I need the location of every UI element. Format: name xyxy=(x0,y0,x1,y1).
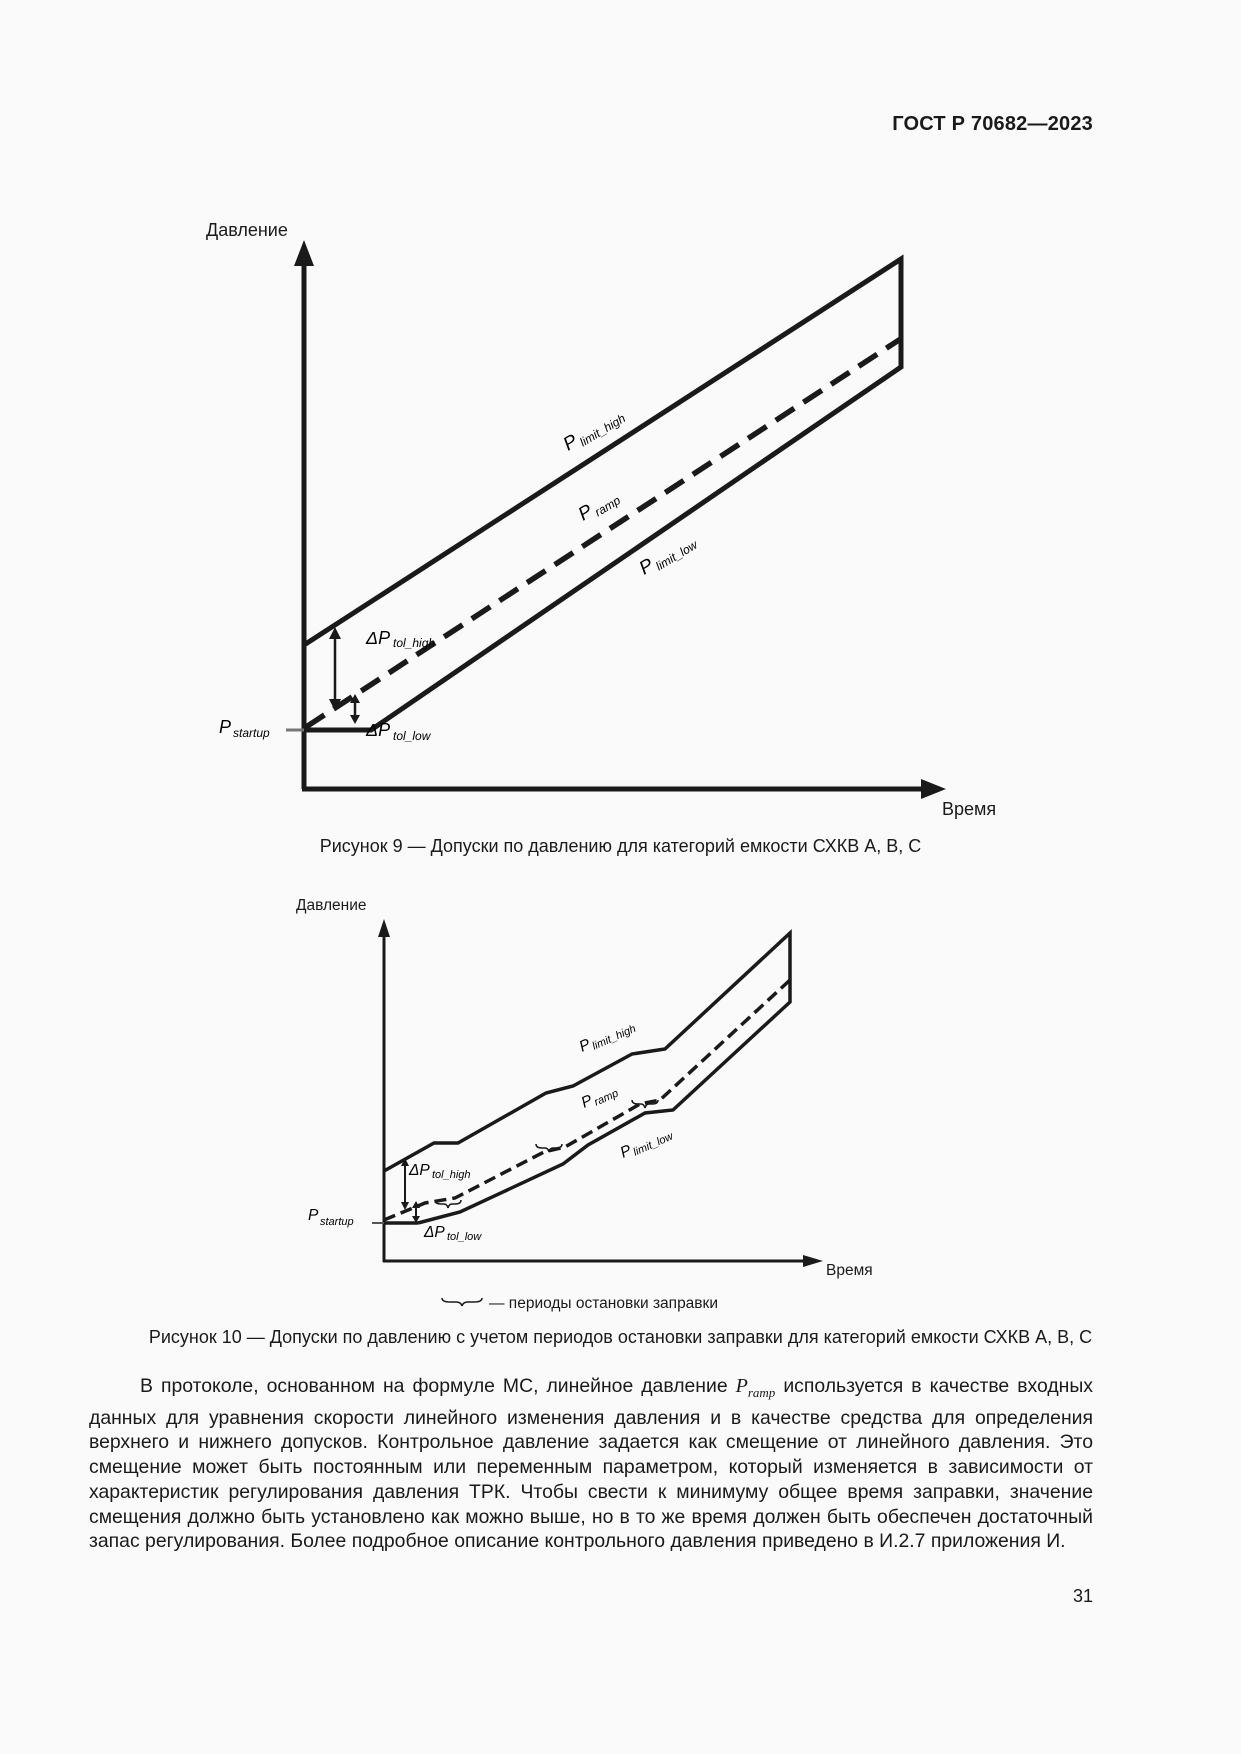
fig10-legend-text: — периоды остановки заправки xyxy=(489,1295,718,1312)
figure-9-caption: Рисунок 9 — Допуски по давлению для категорий емкости СХКВ А, В, С xyxy=(319,836,922,856)
svg-text:ΔP: ΔP xyxy=(366,720,391,740)
fig9-dp-tol-high-label xyxy=(365,628,435,650)
svg-text:limit_high: limit_high xyxy=(590,1022,638,1053)
fig10-pause-braces xyxy=(435,1100,658,1306)
fig10-p-ramp-label xyxy=(579,1081,621,1113)
fig10-p-limit-low-label xyxy=(618,1124,676,1164)
fig10-p-limit-high-label xyxy=(577,1016,638,1057)
fig10-x-axis-label: Время xyxy=(826,1262,873,1279)
fig10-dp-tol-high-label xyxy=(408,1162,471,1181)
svg-text:P: P xyxy=(574,500,597,526)
fig9-p-limit-low-label xyxy=(636,529,701,581)
fig9-x-axis-label: Время xyxy=(942,799,997,819)
fig9-dp-high-arrow xyxy=(329,627,341,711)
svg-text:tol_low: tol_low xyxy=(393,729,431,743)
paragraph-text-1: В протоколе, основанном на формуле МС, линейное давление xyxy=(140,1375,736,1397)
fig10-y-axis-label: Давление xyxy=(296,897,367,914)
svg-text:ΔP: ΔP xyxy=(424,1224,445,1241)
svg-text:tol_high: tol_high xyxy=(432,1169,471,1181)
fig9-limit-high-line xyxy=(304,259,901,730)
paragraph-text-2: используется в качестве входных данных для уравнения скорости линейного изменения давления и в качестве средства для определения верхнего и нижнего допусков. Контрольное давление задается как смещение от линейного давления. Это смещение может быть постоянным или переменным параметром, который изменяется в зависимости от характеристик регулирования давления ТРК. Чтобы свести к минимуму общее время заправки, значение смещения должно быть установлено как можно выше, но в то же время должен быть обеспечен достаточный запас регулирования. Более подробное описание контрольного давления приведено в И.2.7 приложения И. xyxy=(89,1375,1093,1553)
svg-text:limit_low: limit_low xyxy=(653,537,700,574)
fig9-p-ramp-label xyxy=(575,485,623,527)
svg-text:ramp: ramp xyxy=(592,1087,621,1109)
figure-9-tolerance-band xyxy=(304,259,901,730)
svg-text:ΔP: ΔP xyxy=(366,628,391,648)
svg-text:startup: startup xyxy=(320,1216,354,1228)
svg-text:startup: startup xyxy=(233,726,270,740)
fig10-dp-high-arrow xyxy=(401,1158,409,1210)
svg-text:P: P xyxy=(617,1141,635,1162)
svg-text:ΔP: ΔP xyxy=(409,1162,430,1179)
pause-brace xyxy=(536,1144,562,1152)
svg-text:P: P xyxy=(635,554,658,580)
svg-text:P: P xyxy=(308,1207,319,1224)
page-number: 31 xyxy=(1072,1586,1093,1606)
document-header: ГОСТ Р 70682—2023 xyxy=(892,113,1093,135)
svg-text:tol_low: tol_low xyxy=(447,1231,482,1243)
fig9-ramp-line xyxy=(306,338,902,727)
fig9-dp-tol-low-label xyxy=(365,720,432,743)
svg-text:limit_low: limit_low xyxy=(631,1130,675,1159)
fig9-y-axis-label: Давление xyxy=(206,220,288,240)
body-paragraph xyxy=(89,1374,1093,1554)
fig10-p-startup-label xyxy=(308,1207,354,1228)
figure-10-caption: Рисунок 10 — Допуски по давлению с учетом периодов остановки заправки для категорий емкости СХКВ А, В, С xyxy=(148,1327,1093,1347)
fig10-dp-tol-low-label xyxy=(423,1224,482,1243)
svg-text:P: P xyxy=(219,717,232,737)
svg-text:P: P xyxy=(578,1091,596,1112)
svg-text:P: P xyxy=(559,430,582,456)
fig9-p-startup-label xyxy=(219,717,270,740)
svg-text:limit_high: limit_high xyxy=(577,411,628,450)
svg-text:ramp: ramp xyxy=(592,493,623,520)
fig9-p-limit-high-label xyxy=(560,403,628,457)
legend-brace xyxy=(442,1298,482,1306)
svg-text:tol_high: tol_high xyxy=(393,636,436,650)
svg-text:P: P xyxy=(576,1035,594,1056)
p-ramp-symbol: $P_{ramp}$ xyxy=(735,1375,776,1400)
